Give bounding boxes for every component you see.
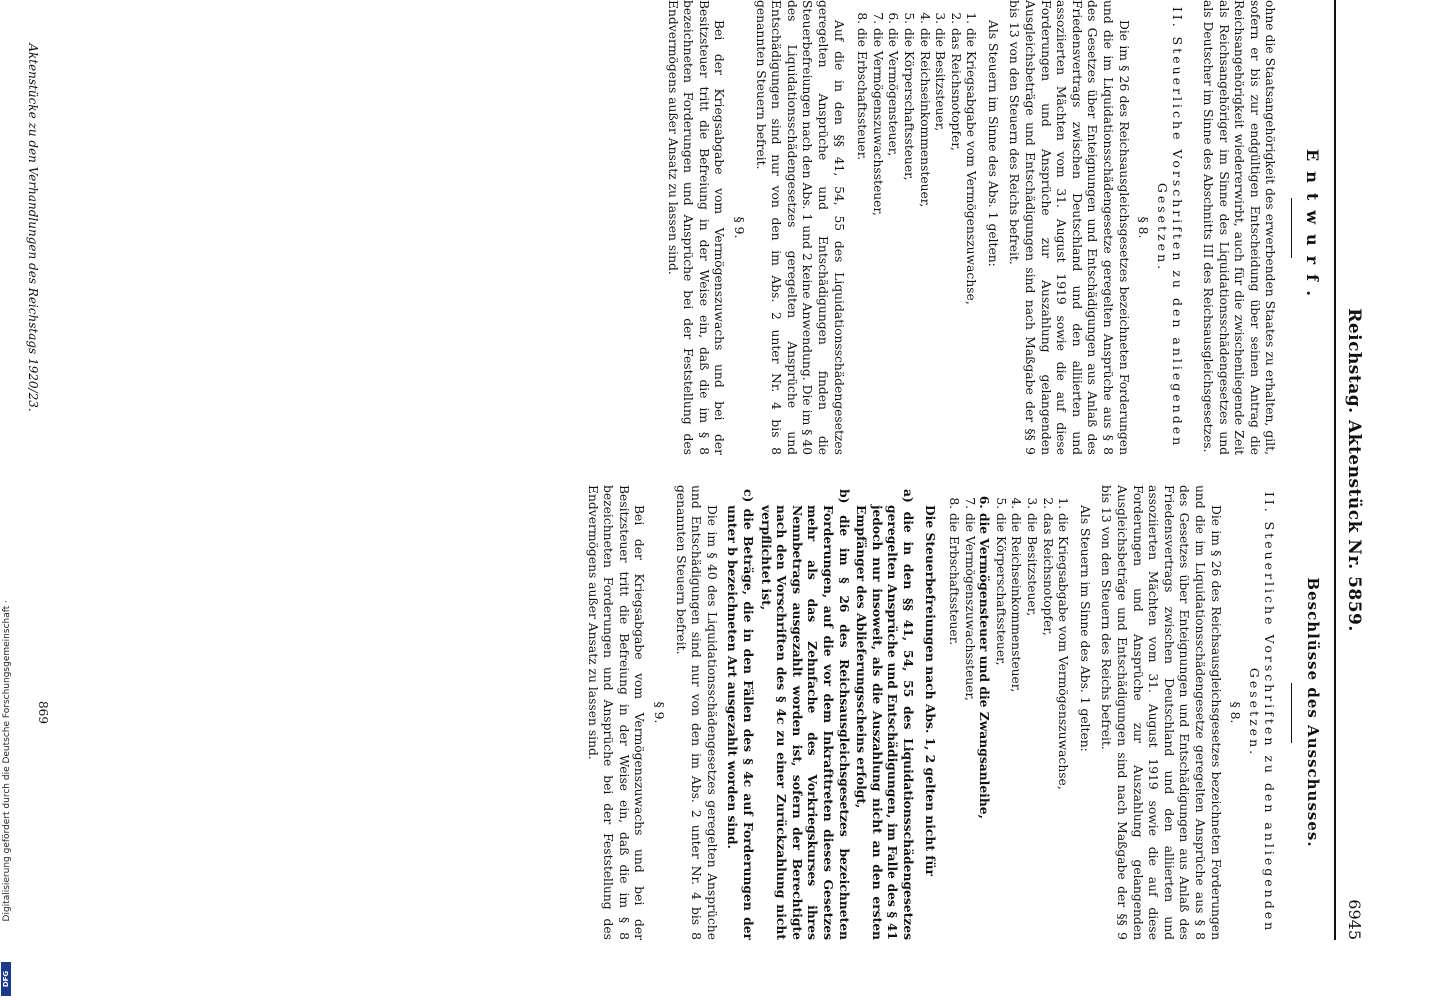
tax-list-item: 8. die Erbschaftssteuer.	[946, 513, 962, 940]
dfg-logo	[1, 962, 11, 996]
paragraph-8-abs3: Auf die in den §§ 41, 54, 55 des Liquidationsschädengesetzes geregelten Ansprüche und Entschädigungen finden die Steuerbefreiungen nach den Abs. 1 und 2 keine Anwendung. Die im § 40 des Liquidationsschädengesetzes geregelten Ansprüche und Entschädigungen sind nur von den im Abs. 2 unter Nr. 4 bis 8 genannten Steuern befreit.	[753, 0, 846, 455]
footer-note: Aktenstücke zu den Verhandlungen des Reichstags 1920/23.	[26, 43, 40, 412]
tax-list-item: 7. die Vermögenszuwachssteuer,	[869, 28, 885, 455]
tax-list-item: 4. die Reichseinkommensteuer,	[916, 28, 932, 455]
running-head-title: Reichstag. Aktenstück Nr. 5859.	[1344, 308, 1364, 632]
paragraph-heading-8: § 8.	[1228, 701, 1243, 724]
paragraph-8-abs3-intro: Die Steuerbefreiungen nach Abs. 1, 2 gelten nicht für	[922, 505, 938, 877]
tax-list-item: 2. das Reichsnotopfer,	[947, 28, 963, 455]
tax-list-item: 1. die Kriegsabgabe vom Vermögenszuwachse,	[1055, 513, 1071, 940]
column-entwurf	[658, 0, 1320, 455]
dfg-logo-text: DFG	[2, 970, 10, 988]
tax-list-item: 8. die Erbschaftssteuer.	[854, 28, 870, 455]
paragraph-8-text: Die im § 26 des Reichsausgleichsgesetzes bezeichneten Forderungen und die im Liquidationsschädengesetze geregelten Ansprüche aus § 8 des Gesetzes über Enteignungen und Entschädigungen aus Anlaß des Friedensvertrags zwischen Deutschland und den alliierten und assoziierten Mächten vom 31. August 1919 sowie die auf diese Forderungen und Ansprüche zur Auszahlung gelangenden Ausgleichsbeträge und Entschädigungen sind nach Maßgabe der §§ 9 bis 13 von den Steuern des Reichs befreit.	[1099, 485, 1223, 940]
column-beschluesse	[578, 485, 1320, 940]
tax-list-item: 6. die Vermögensteuer und die Zwangsanleihe,	[977, 513, 993, 940]
tax-list-item: 6. die Vermögensteuer,	[885, 28, 901, 455]
tax-list-item: 7. die Vermögenszuwachssteuer,	[961, 513, 977, 940]
paragraph-heading-9: § 9.	[732, 216, 746, 239]
column-heading-entwurf: Entwurf.	[1303, 149, 1322, 306]
tax-list-item: 5. die Körperschaftssteuer,	[992, 513, 1008, 940]
tax-list-item: 3. die Besitzsteuer,	[1024, 513, 1040, 940]
footer-page-number: 869	[36, 701, 50, 724]
paragraph-9-text: Bei der Kriegsabgabe vom Vermögenszuwachs und bei der Besitzsteuer tritt die Befreiung in der Weise ein, daß die im § 8 bezeichneten Forderungen und Ansprüche bei der Feststellung des Endvermögens außer Ansatz zu lassen sind.	[665, 0, 727, 455]
tax-list-item: 2. das Reichsnotopfer,	[1039, 513, 1055, 940]
paragraph-8-abs4: Die im § 40 des Liquidationsschädengesetzes geregelten Ansprüche und Entschädigungen sind nur von den im Abs. 2 unter Nr. 4 bis 8 genannten Steuern befreit.	[673, 485, 719, 940]
running-head	[1334, 0, 1370, 940]
heading-rule	[1291, 198, 1292, 258]
tax-list	[946, 485, 1071, 940]
heading-rule	[1291, 683, 1292, 743]
column-heading-beschluesse: Beschlüsse des Ausschusses.	[1304, 577, 1322, 848]
tax-list	[854, 0, 979, 455]
tax-list-item: 5. die Körperschaftssteuer,	[900, 28, 916, 455]
exemption-item-a: a) die in den §§ 41, 54, 55 des Liquidationsschädengesetzes geregelten Ansprüche und Entschädigungen, im Falle des § 41 jedoch nur insoweit, als die Auszahlung nicht an den ersten Empfänger des Ablieferungsscheins erfolgt,	[854, 489, 916, 940]
paragraph-9-text: Bei der Kriegsabgabe vom Vermögenszuwachs und bei der Besitzsteuer tritt die Befreiung in der Weise ein, daß die im § 8 bezeichneten Forderungen und Ansprüche bei der Feststellung des Endvermögens außer Ansatz zu lassen sind.	[585, 485, 647, 940]
section-title: II. Steuerliche Vorschriften zu den anliegenden Gesetzen.	[1246, 491, 1278, 934]
paragraph-8-text: Die im § 26 des Reichsausgleichsgesetzes bezeichneten Forderungen und die im Liquidationsschädengesetze geregelten Ansprüche aus § 8 des Gesetzes über Enteignungen und Entschädigungen aus Anlaß des Friedensvertrags zwischen Deutschland und den alliierten und assoziierten Mächten vom 31. August 1919 sowie die auf diese Forderungen und Ansprüche zur Auszahlung gelangenden Ausgleichsbeträge und Entschädigungen sind nach Maßgabe der §§ 9 bis 13 von den Steuern des Reichs befreit.	[1007, 0, 1131, 455]
section-title: II. Steuerliche Vorschriften zu den anliegenden Gesetzen.	[1154, 6, 1186, 449]
paragraph-8-list-intro: Als Steuern im Sinne des Abs. 1 gelten:	[985, 20, 1000, 267]
digitization-credit: Digitalisierung gefördert durch die Deutsche Forschungsgemeinschaft ·	[2, 600, 12, 922]
page-number: 6945	[1345, 899, 1364, 940]
paragraph-heading-8: § 8.	[1136, 216, 1151, 239]
tax-list-item: 3. die Besitzsteuer,	[932, 28, 948, 455]
intro-paragraph: ohne die Staatsangehörigkeit des erwerbenden Staates zu erhalten, gilt, sofern er bis zur endgültigen Entscheidung über seinen Antrag die Reichsangehörigkeit wiedererwirbt, auch für die zwischenliegende Zeit als Reichsangehöriger im Sinne des Liquidationsschädengesetzes und als Deutscher im Sinne des Abschnitts III des Reichsausgleichsgesetzes.	[1201, 0, 1278, 455]
paragraph-heading-9: § 9.	[652, 701, 667, 724]
tax-list-item: 1. die Kriegsabgabe vom Vermögenszuwachse,	[963, 28, 979, 455]
tax-list-item: 4. die Reichseinkommensteuer,	[1008, 513, 1024, 940]
exemption-item-c: c) die Beträge, die in den Fällen des § 4c auf Forderungen der unter b bezeichneten Art ausgezahlt worden sind.	[725, 489, 756, 940]
exemption-item-b: b) die im § 26 des Reichsausgleichsgesetzes bezeichneten Forderungen, auf die vor dem Inkrafttreten dieses Gesetzes mehr als das Zehnfache des Vorkriegskurses ihres Nennbetrags ausgezahlt worden ist, sofern der Berechtigte nach den Vorschriften des § 4c zu einer Zurückzahlung nicht verpflichtet ist,	[758, 489, 852, 940]
paragraph-8-list-intro: Als Steuern im Sinne des Abs. 1 gelten:	[1077, 505, 1092, 752]
